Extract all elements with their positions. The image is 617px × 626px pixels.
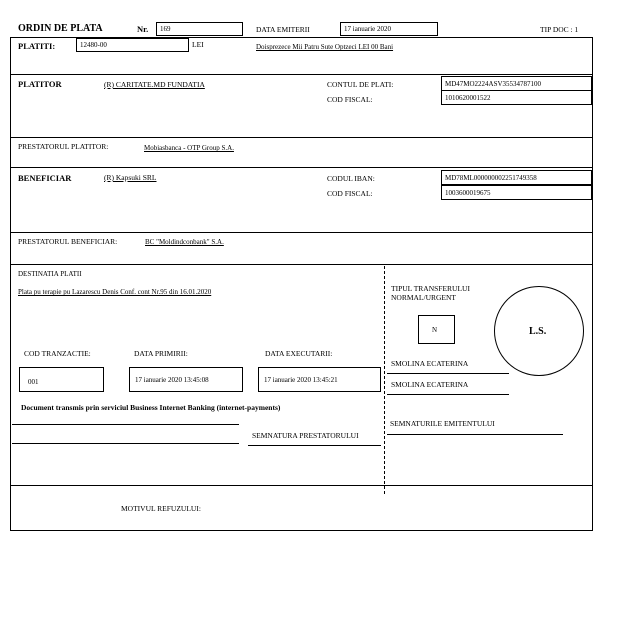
- transfer-type-value: N: [432, 326, 438, 334]
- beneficiary-iban-value: MD78ML000000002251749358: [445, 174, 537, 182]
- executed-date-field: [258, 367, 381, 392]
- signature-line: [387, 373, 509, 374]
- signature-line: [387, 434, 563, 435]
- document-title: ORDIN DE PLATA: [18, 23, 103, 34]
- transfer-type-field: [418, 315, 455, 344]
- beneficiary-provider-name: BC "Moldindconbank" S.A.: [145, 238, 224, 246]
- beneficiary-provider-label: PRESTATORUL BENEFICIAR:: [18, 237, 118, 246]
- payer-label: PLATITOR: [18, 79, 62, 89]
- payer-fiscal-label: COD FISCAL:: [327, 95, 373, 104]
- transaction-code-value: 001: [28, 378, 39, 386]
- provider-signature-label: SEMNATURA PRESTATORULUI: [252, 431, 359, 440]
- payer-account-value: MD47MO2224ASV35534787100: [445, 80, 542, 88]
- seal-circle: [494, 286, 584, 376]
- executed-date-label: DATA EXECUTARII:: [265, 349, 333, 358]
- separator-line: [12, 424, 239, 425]
- signer-first: SMOLINA ECATERINA: [391, 359, 469, 368]
- refusal-reason-label: MOTIVUL REFUZULUI:: [121, 504, 201, 513]
- destination-label: DESTINATIA PLATII: [18, 270, 82, 278]
- separator: [10, 264, 593, 265]
- separator: [10, 167, 593, 168]
- signature-line: [248, 445, 381, 446]
- received-date-value: 17 ianuarie 2020 13:45:08: [135, 376, 209, 384]
- payer-fiscal-field: [441, 90, 592, 105]
- dotted-divider: [384, 266, 385, 494]
- currency: LEI: [192, 40, 204, 49]
- beneficiary-fiscal-value: 1003600019675: [445, 189, 491, 197]
- doc-type: TIP DOC : 1: [540, 25, 579, 34]
- issue-date-value: 17 ianuarie 2020: [344, 25, 392, 33]
- separator: [10, 232, 593, 233]
- separator: [10, 74, 593, 75]
- separator: [10, 137, 593, 138]
- order-number-value: 169: [160, 25, 171, 33]
- transfer-type-label: TIPUL TRANSFERULUI: [391, 284, 470, 293]
- emitter-signatures-label: SEMNATURILE EMITENTULUI: [390, 419, 495, 428]
- payer-name: (R) CARITATE.MD FUNDATIA: [104, 80, 205, 89]
- amount-in-words: Doisprezece Mii Patru Sute Optzeci LEI 00 Bani: [256, 43, 394, 51]
- order-number-field: [156, 22, 243, 36]
- executed-date-value: 17 ianuarie 2020 13:45:21: [264, 376, 338, 384]
- payment-label: PLATITI:: [18, 41, 56, 51]
- transfer-type-sub: NORMAL/URGENT: [391, 293, 456, 302]
- beneficiary-fiscal-field: [441, 185, 592, 200]
- transaction-code-field: [19, 367, 104, 392]
- seal-label: L.S.: [529, 326, 547, 337]
- amount-value: 12480-00: [80, 41, 107, 49]
- beneficiary-name: (R) Kapsuki SRL: [104, 173, 157, 182]
- beneficiary-iban-label: CODUL IBAN:: [327, 174, 375, 183]
- amount-field: [76, 38, 189, 52]
- payer-provider-label: PRESTATORUL PLATITOR:: [18, 142, 109, 151]
- separator: [10, 485, 593, 486]
- destination-text: Plata pu terapie pu Lazarescu Denis Conf. cont Nr.95 din 16.01.2020: [18, 288, 212, 296]
- form-frame: [10, 37, 593, 531]
- internet-banking-note: Document transmis prin serviciul Business Internet Banking (internet-payments): [21, 403, 281, 412]
- beneficiary-fiscal-label: COD FISCAL:: [327, 189, 373, 198]
- separator-line: [12, 443, 239, 444]
- received-date-label: DATA PRIMIRII:: [134, 349, 188, 358]
- order-number-label: Nr.: [137, 24, 149, 34]
- signer-second: SMOLINA ECATERINA: [391, 380, 469, 389]
- payer-provider-name: Mobiasbanca - OTP Group S.A.: [144, 144, 234, 152]
- payer-account-field: [441, 76, 592, 91]
- beneficiary-label: BENEFICIAR: [18, 173, 72, 183]
- payer-fiscal-value: 1010620001522: [445, 94, 491, 102]
- issue-date-field: [340, 22, 438, 36]
- received-date-field: [129, 367, 243, 392]
- signature-line: [387, 394, 509, 395]
- beneficiary-iban-field: [441, 170, 592, 185]
- issue-date-label: DATA EMITERII: [256, 25, 310, 34]
- payer-account-label: CONTUL DE PLATI:: [327, 80, 394, 89]
- transaction-code-label: COD TRANZACTIE:: [24, 349, 91, 358]
